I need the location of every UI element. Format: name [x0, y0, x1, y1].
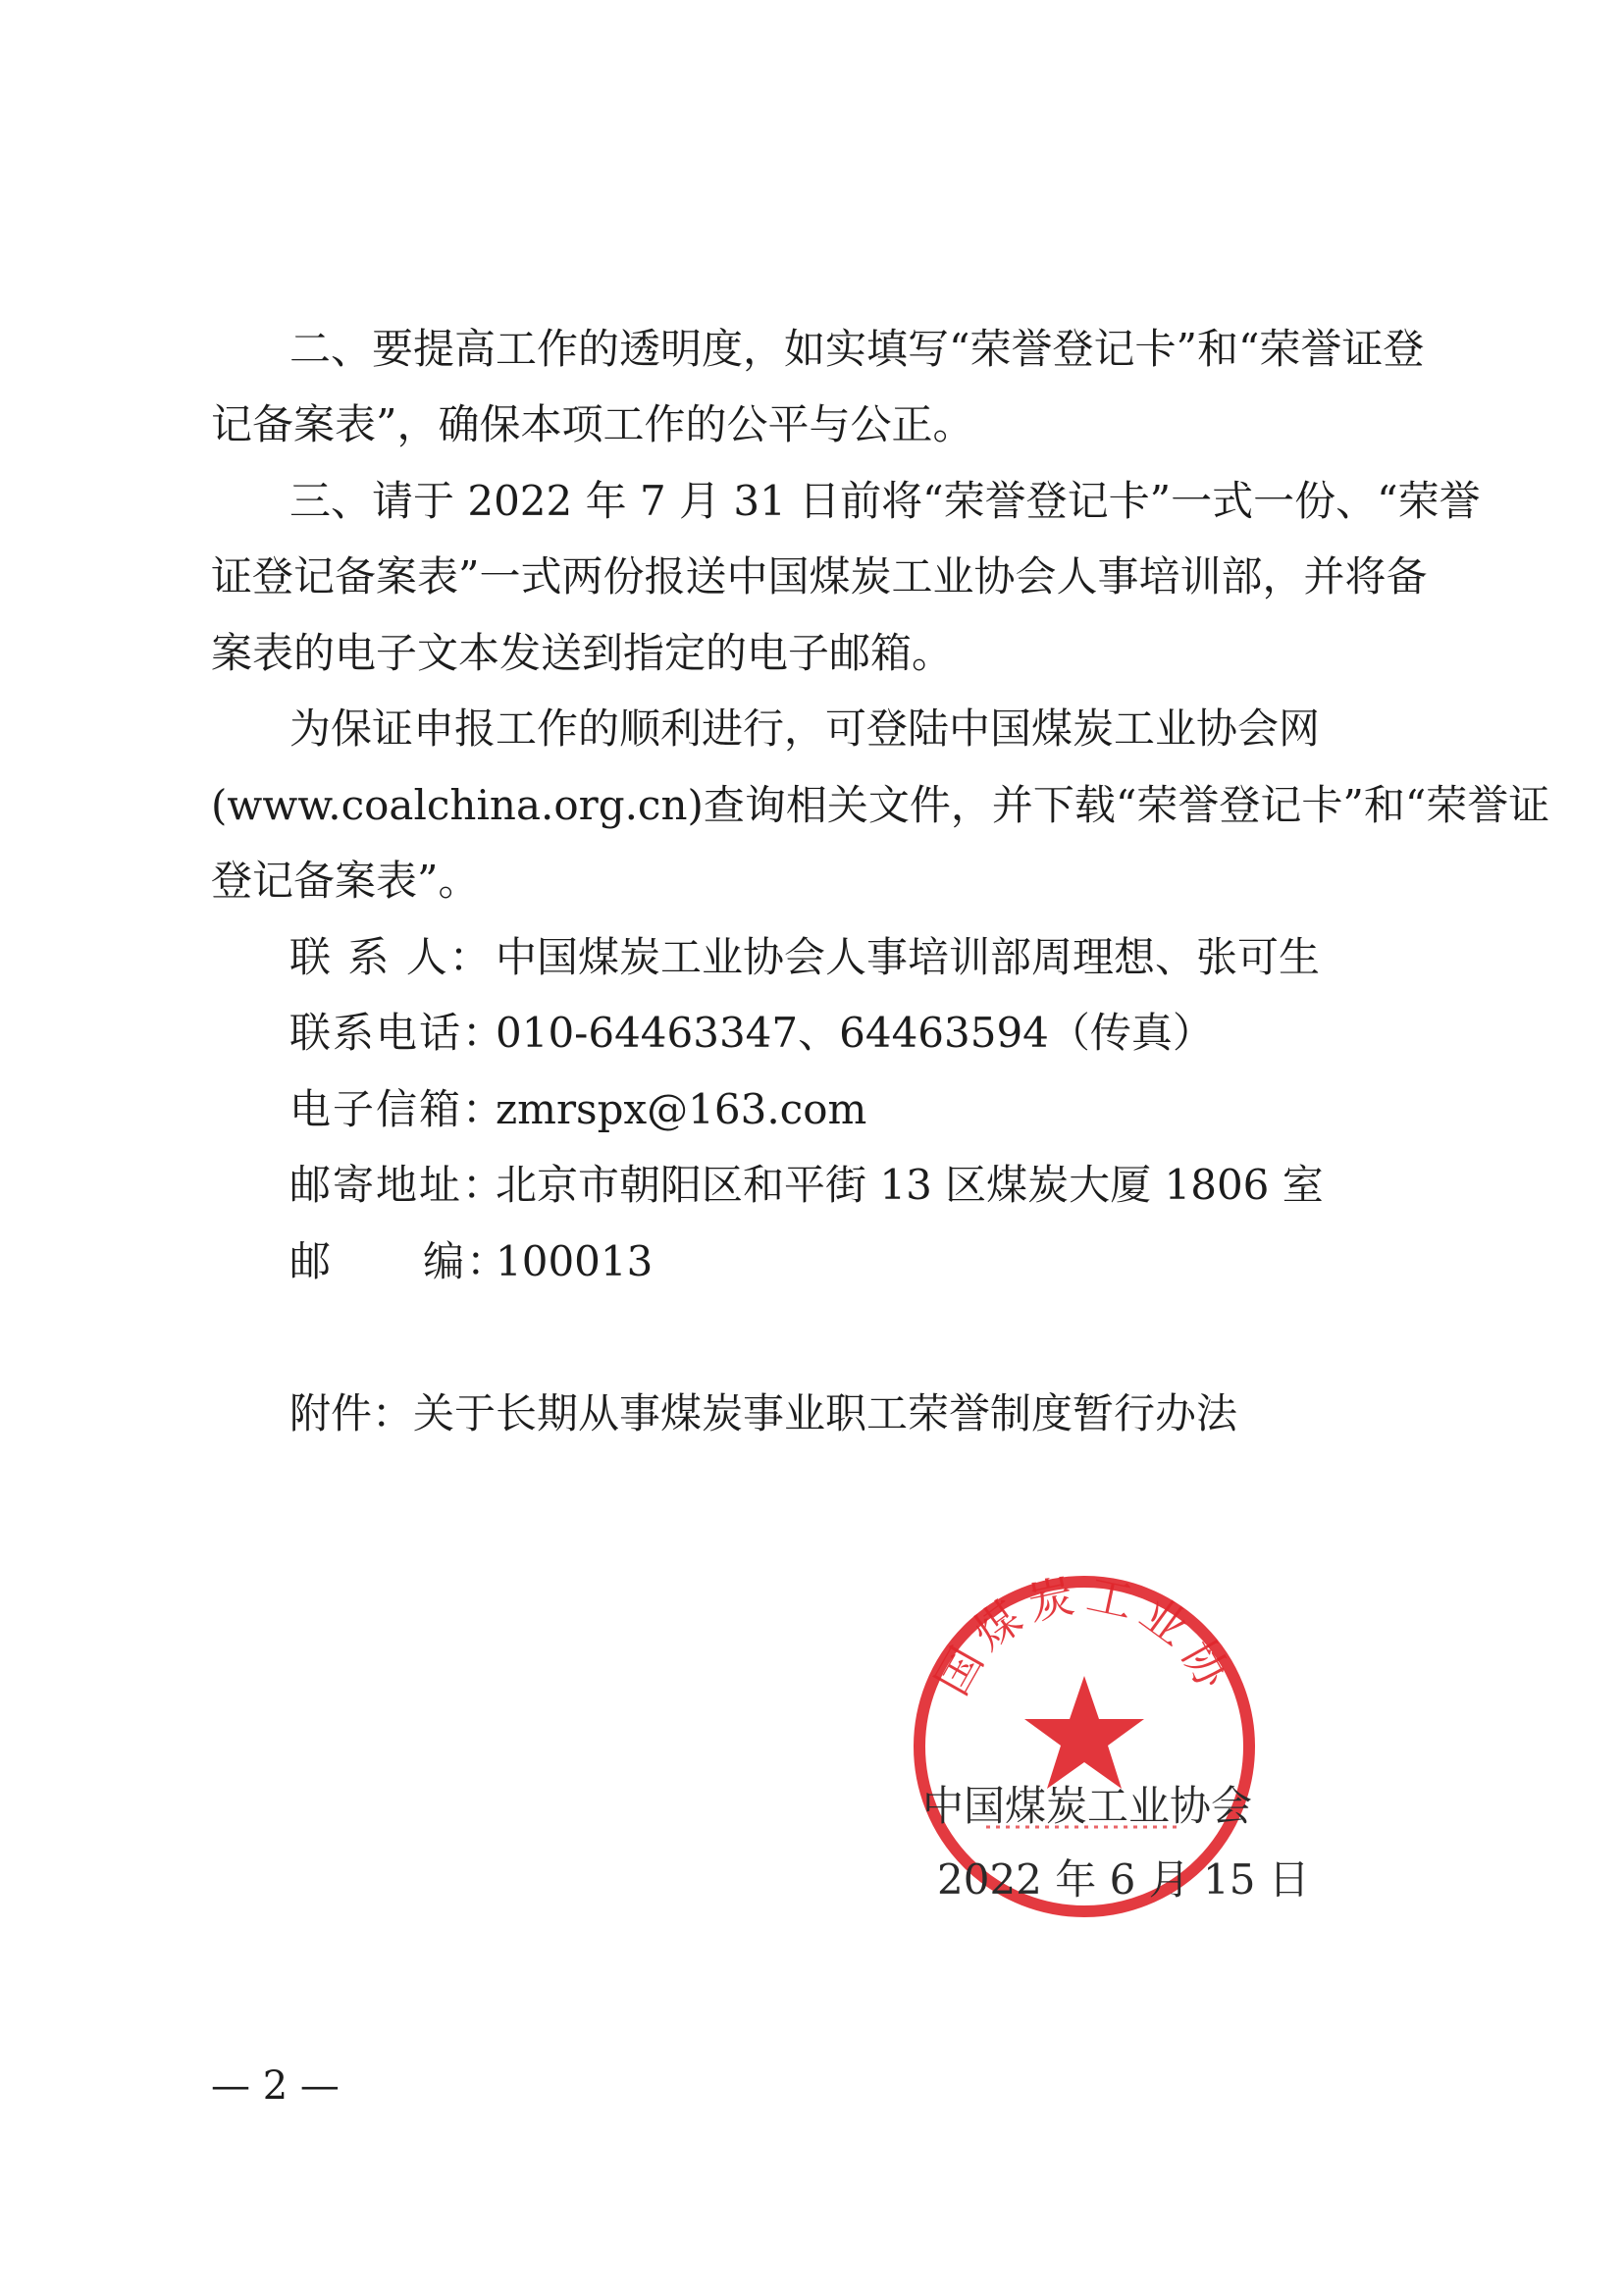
signature-date: 2022 年 6 月 15 日: [937, 1855, 1310, 1904]
signature-org: 中国煤炭工业协会: [922, 1782, 1253, 1830]
contact-address-label: 邮寄地址：: [289, 1161, 506, 1209]
seal-star-icon: [1024, 1676, 1144, 1789]
paragraph-4-line-2: (www.coalchina.org.cn)查询相关文件，并下载“荣誉登记卡”和“荣誉证: [211, 781, 1550, 829]
contact-phone-label: 联系电话：: [289, 1009, 506, 1057]
contact-phone-row: [289, 1008, 1214, 1059]
paragraph-4-line-1: 为保证申报工作的顺利进行，可登陆中国煤炭工业协会网: [289, 704, 1321, 753]
paragraph-3-line-3: 案表的电子文本发送到指定的电子邮箱。: [211, 629, 954, 677]
contact-person-label: 联 系 人：: [289, 933, 493, 981]
contact-person-value: 中国煤炭工业协会人事培训部周理想、张可生: [496, 933, 1321, 981]
page-number: — 2 —: [211, 2063, 340, 2109]
seal-arc-textpath: 国煤炭工业协: [924, 1570, 1244, 1704]
contact-email-value: zmrspx@163.com: [496, 1085, 867, 1133]
contact-postcode-label: 邮 编：: [289, 1237, 510, 1285]
contact-email-label: 电子信箱：: [289, 1085, 506, 1133]
contact-postcode-value: 100013: [496, 1237, 654, 1285]
contact-person-row: [289, 932, 1320, 983]
paragraph-3-line-2: 证登记备案表”一式两份报送中国煤炭工业协会人事培训部，并将备: [211, 552, 1428, 600]
paragraph-2-line-2: 记备案表”，确保本项工作的公平与公正。: [211, 400, 974, 448]
contact-address-value: 北京市朝阳区和平街 13 区煤炭大厦 1806 室: [496, 1161, 1324, 1209]
contact-address-row: [289, 1160, 1324, 1211]
paragraph-3-line-1: 三、请于 2022 年 7 月 31 日前将“荣誉登记卡”一式一份、“荣誉: [289, 477, 1481, 525]
contact-email-row: [289, 1084, 866, 1135]
paragraph-4-line-3: 登记备案表”。: [211, 857, 480, 905]
contact-phone-value: 010-64463347、64463594（传真）: [496, 1009, 1214, 1057]
paragraph-2-line-1: 二、要提高工作的透明度，如实填写“荣誉登记卡”和“荣誉证登: [289, 325, 1425, 373]
attachment-line: 附件：关于长期从事煤炭事业职工荣誉制度暂行办法: [289, 1389, 1238, 1437]
contact-postcode-row: [289, 1236, 653, 1287]
